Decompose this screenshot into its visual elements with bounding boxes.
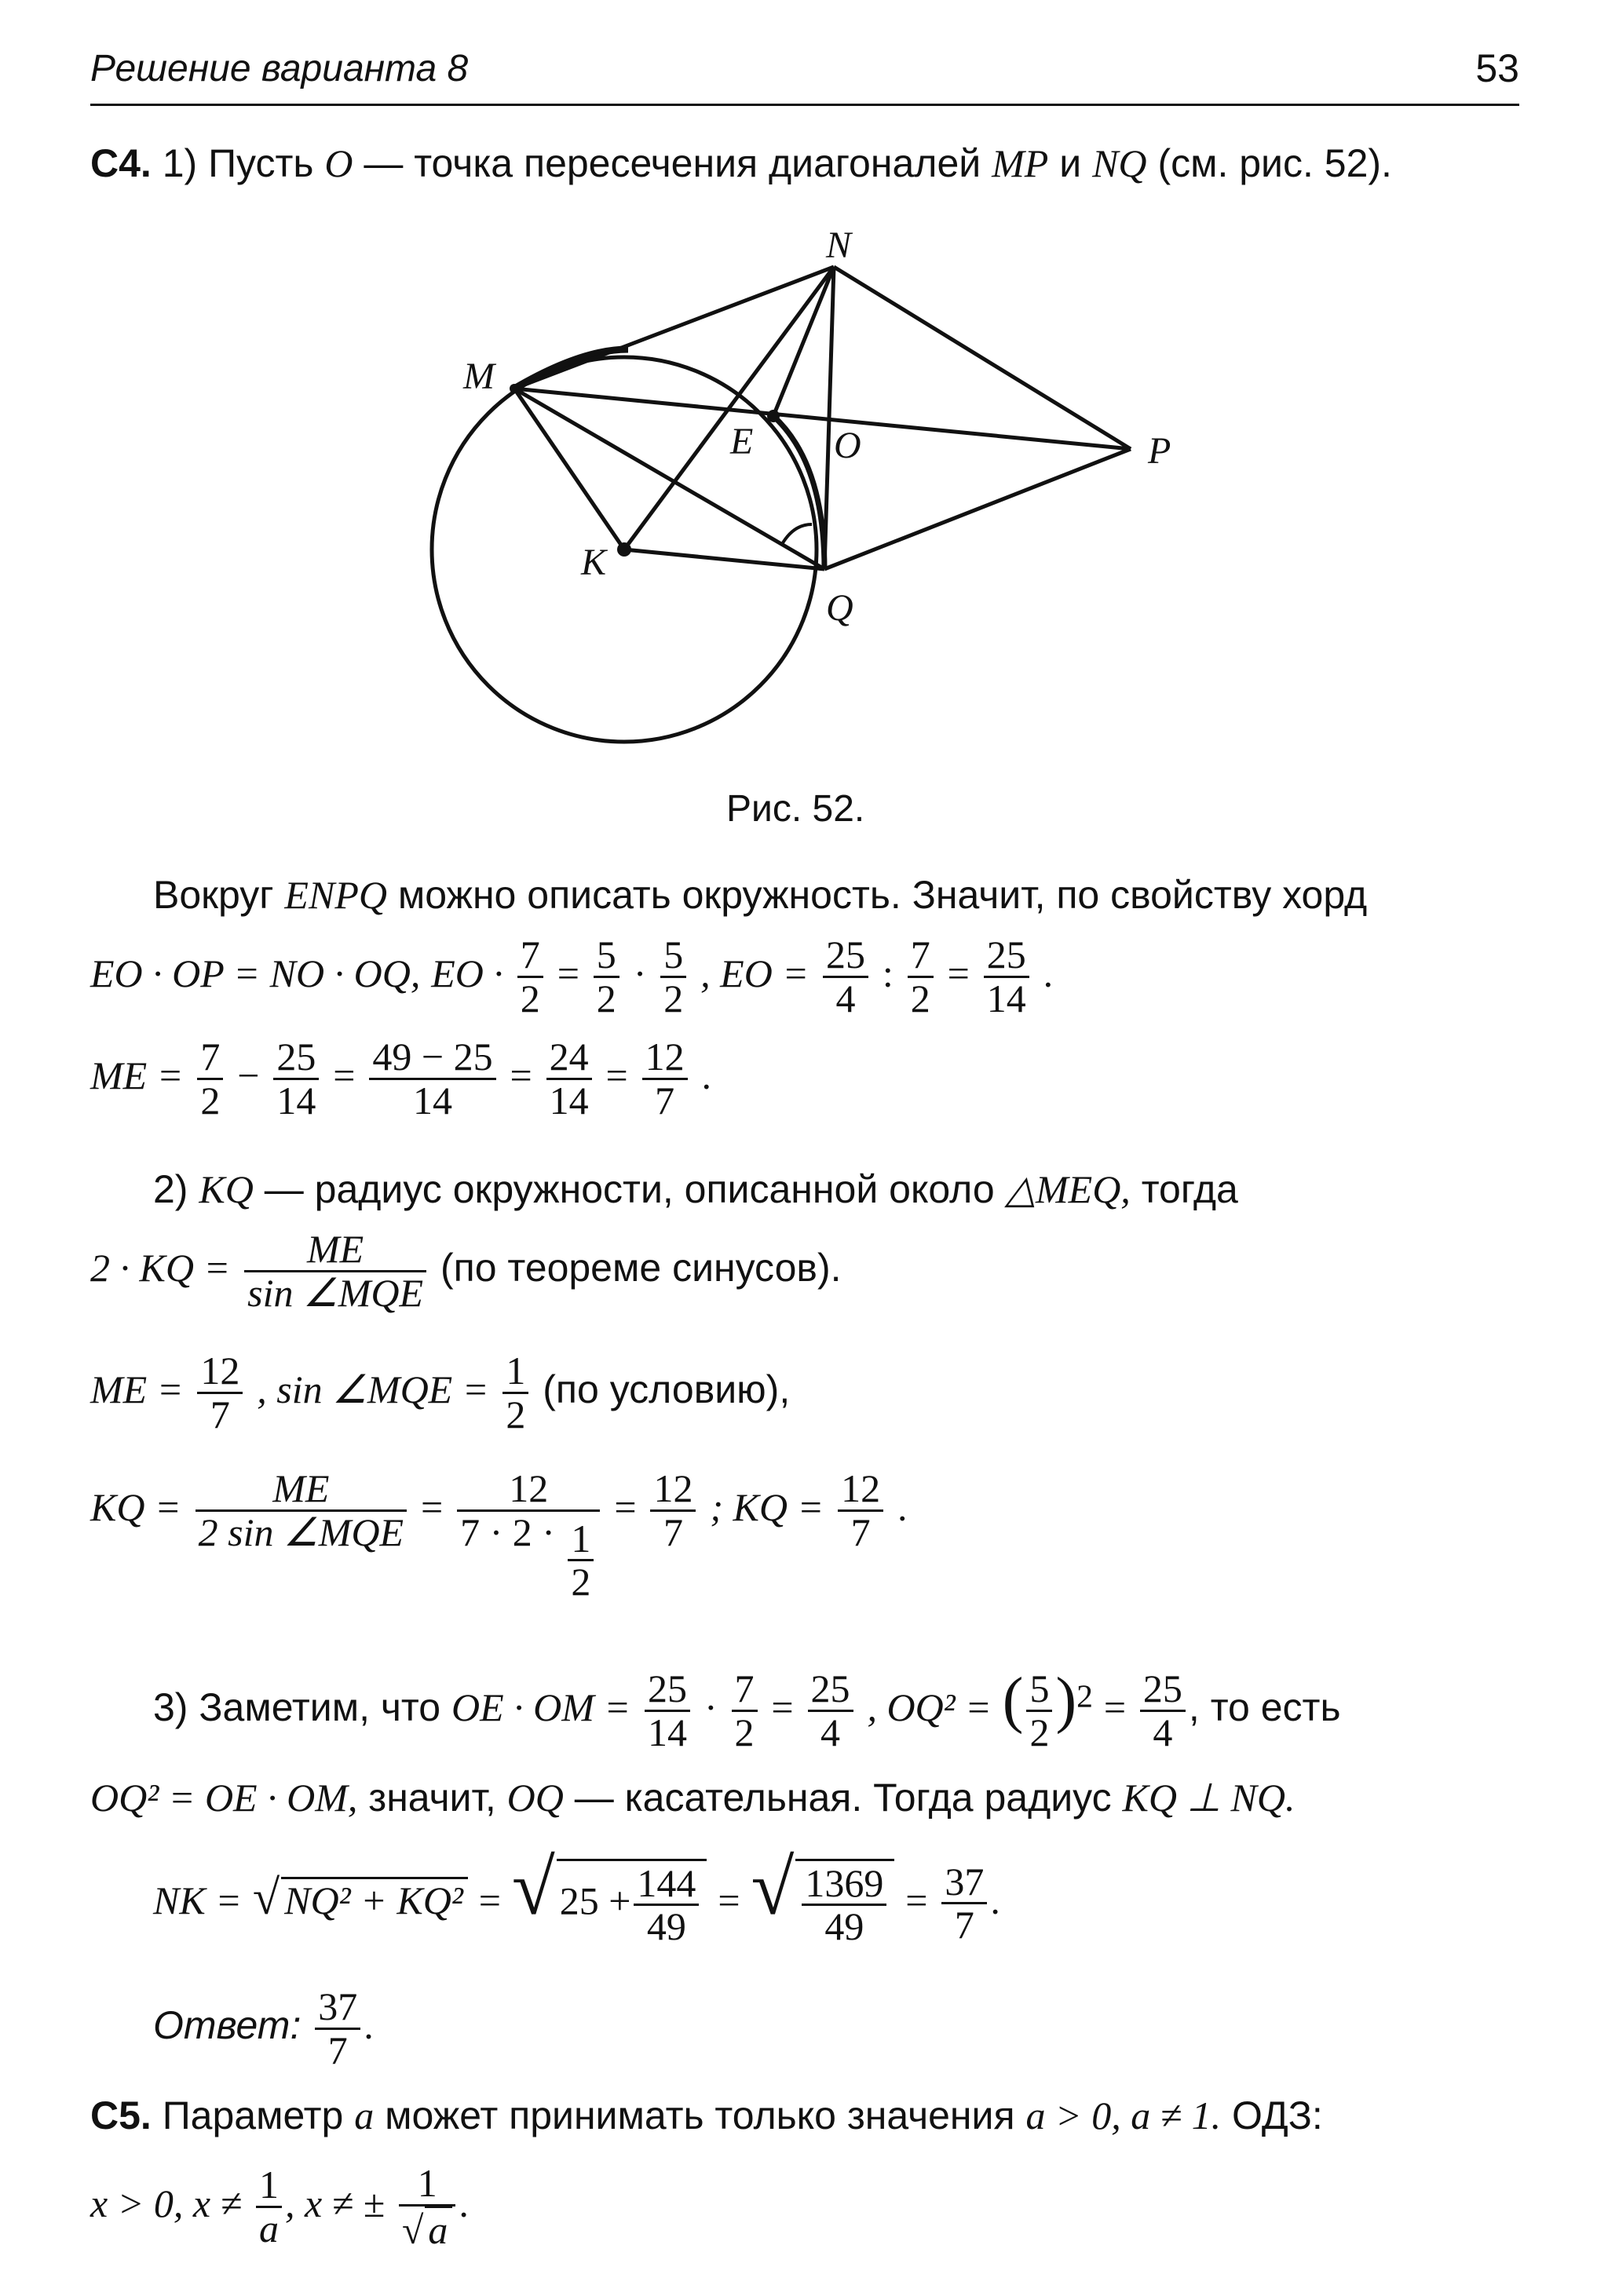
eq6-e2: = — [1103, 1685, 1127, 1730]
eq2-a: ME = — [90, 1053, 184, 1098]
c4-p1-c: можно описать окружность. Значит, по свойству хорд — [397, 873, 1368, 917]
label-n: N — [826, 224, 852, 266]
c4-intro-and: и — [1059, 141, 1082, 185]
segment-pq — [824, 449, 1131, 569]
radicand: $\frac{1369}{49}$ — [795, 1859, 894, 1947]
eq4-b: , sin ∠MQE = — [257, 1367, 489, 1412]
answer-label: Ответ: — [153, 2003, 302, 2048]
eq6-b: , OQ² = — [867, 1685, 992, 1730]
label-e: E — [730, 421, 754, 462]
eq5-b: ; KQ = — [710, 1485, 824, 1530]
eq1-a: EO · OP = NO · OQ, — [90, 951, 421, 996]
c4-p4-c: OQ — [506, 1776, 564, 1820]
point-k — [617, 542, 631, 557]
eq3-b: (по теореме синусов). — [440, 1246, 842, 1290]
fraction: $\frac{24}{14}$ — [546, 1036, 592, 1121]
eq5-e1: = — [421, 1485, 444, 1530]
segment-mn — [514, 267, 834, 389]
eq7-e2: = — [718, 1878, 740, 1922]
fraction: $\frac{ME}{\text{2 sin ∠MQE}}$ — [196, 1468, 407, 1553]
c5-condition: a > 0, a ≠ 1. — [1025, 2093, 1222, 2137]
fraction: $\frac{49 - 25}{14}$ — [369, 1036, 495, 1121]
eq2-minus: − — [237, 1053, 260, 1098]
c4-p3-a: 3) Заметим, что — [153, 1685, 441, 1730]
eq1-c: , EO = — [700, 951, 809, 996]
c5-text-a: Параметр — [162, 2093, 344, 2137]
c4-intro-mid: — точка пересечения диагоналей — [364, 141, 981, 185]
fraction: $\frac{5}{2}$ — [1026, 1668, 1052, 1753]
fraction: $\frac{37}{7}$ — [315, 1986, 360, 2071]
eq2-end: . — [701, 1053, 712, 1098]
eq7-a: NK = — [153, 1878, 242, 1922]
c4-p1 — [153, 873, 1368, 917]
geometry-figure — [0, 0, 1608, 785]
radicand: 25 + $\frac{144}{49}$ — [557, 1859, 707, 1947]
c5-line2-a: x > 0, x ≠ — [90, 2181, 243, 2226]
eq1-eq2: = — [947, 951, 970, 996]
equation-given — [90, 1350, 790, 1435]
c5-end: . — [459, 2181, 469, 2226]
c4-p4 — [90, 1776, 1296, 1820]
eq6-dot: · — [704, 1685, 718, 1730]
c5-odz: ОДЗ: — [1232, 2093, 1323, 2137]
fraction: $\frac{7}{2}$ — [197, 1036, 223, 1121]
c4-intro-ref: (см. рис. 52). — [1157, 141, 1392, 185]
c4-p2-e: тогда — [1141, 1167, 1238, 1211]
answer-end: . — [364, 2003, 374, 2048]
fraction: $\frac{1}{2}$ — [502, 1350, 528, 1435]
eq1-dot: · — [633, 951, 647, 996]
fraction: $\frac{25}{14}$ — [645, 1668, 690, 1753]
eq4-c: (по условию), — [543, 1367, 791, 1412]
eq5-a: KQ = — [90, 1485, 181, 1530]
c5-line2-b: , x ≠ ± — [284, 2181, 386, 2226]
eq4-a: ME = — [90, 1367, 184, 1412]
equation-nk: NK = √ NQ² + KQ² = √ 25 + $\frac{144}{49}$ = √ $\frac{1369}{49}$ = $\frac{37}{7}$ . — [153, 1844, 1000, 1949]
c5-line-1 — [90, 2093, 1323, 2137]
fraction: $\frac{12}{7}$ — [838, 1468, 883, 1553]
label-q: Q — [826, 587, 853, 629]
label-o: O — [834, 425, 861, 466]
fraction: $\frac{25}{14}$ — [273, 1036, 319, 1121]
label-m: M — [463, 356, 495, 397]
c4-p4-a: OQ² = OE · OM, — [90, 1776, 358, 1820]
point-e — [767, 410, 780, 422]
problem-label-c5: C5. — [90, 2093, 152, 2137]
c4-p4-d: — касательная. Тогда радиус — [574, 1776, 1112, 1820]
exponent: 2 — [1076, 1678, 1093, 1715]
eq2-e1: = — [333, 1053, 356, 1098]
triangle-meq: △MEQ, — [1005, 1167, 1131, 1211]
answer-line — [153, 1986, 374, 2071]
label-k: K — [581, 542, 607, 583]
c4-p4-b: значит, — [368, 1776, 496, 1820]
fraction: $\frac{1}{√ a}$ — [399, 2163, 455, 2250]
header-title: Решение варианта 8 — [90, 48, 469, 89]
problem-label-c4: C4. — [90, 141, 152, 185]
fraction: $\frac{7}{2}$ — [732, 1668, 758, 1753]
fraction: $\frac{1}{a}$ — [256, 2164, 282, 2249]
eq5-e2: = — [614, 1485, 637, 1530]
segment-np — [834, 267, 1131, 449]
equation-tangent-check: 3) Заметим, что OE · OM = $\frac{25}{14}$ · $\frac{7}{2}$ = $\frac{25}{4}$ , OQ² = ( $\frac{5}{2}$ )$^2$ = $\frac{25}{4}$ , то есть — [153, 1666, 1341, 1754]
fraction: $\frac{5}{2}$ — [594, 934, 619, 1019]
segment-kn — [624, 267, 834, 549]
fraction: $\frac{5}{2}$ — [660, 934, 686, 1019]
segment-mp — [514, 389, 1131, 449]
diagonal-nq: NQ — [1092, 141, 1147, 185]
figure-caption: Рис. 52. — [726, 788, 865, 830]
eq7-end: . — [990, 1878, 1000, 1922]
param-a: a — [354, 2093, 375, 2137]
c4-p2-c: — радиус окружности, описанной около — [264, 1167, 995, 1211]
c4-p4-e: KQ ⊥ NQ. — [1122, 1776, 1296, 1820]
segment-en — [773, 267, 834, 416]
equation-chords — [90, 934, 1053, 1019]
fraction: $\frac{ME}{\text{sin ∠MQE}}$ — [244, 1228, 426, 1313]
fraction: $\frac{12}{7}$ — [642, 1036, 688, 1121]
eq1-eq: = — [557, 951, 579, 996]
fraction: $\frac{7}{2}$ — [517, 934, 543, 1019]
equation-me — [90, 1036, 711, 1121]
fraction: $\frac{12}{7}$ — [197, 1350, 243, 1435]
eq7-e1: = — [478, 1878, 501, 1922]
fraction: $\frac{25}{14}$ — [984, 934, 1029, 1019]
segment-mk — [514, 389, 624, 549]
diagonal-mp: MP — [992, 141, 1049, 185]
angle-mark-q — [781, 524, 812, 546]
c4-p2-a: 2) — [153, 1167, 188, 1211]
eq5-end: . — [897, 1485, 908, 1530]
eq6-c: , то есть — [1188, 1685, 1341, 1730]
fraction: $\frac{25}{4}$ — [1140, 1668, 1186, 1753]
eq3-a: 2 · KQ = — [90, 1246, 231, 1290]
equation-sine-law — [90, 1228, 842, 1313]
c5-line-2 — [90, 2163, 469, 2250]
point-m — [510, 384, 519, 393]
eq2-e3: = — [605, 1053, 628, 1098]
equation-kq — [90, 1468, 908, 1603]
c4-p2 — [153, 1167, 1238, 1211]
c4-p1-a: Вокруг — [153, 873, 274, 917]
c4-intro-text: 1) Пусть — [162, 141, 314, 185]
fraction: $\frac{25}{4}$ — [823, 934, 868, 1019]
eq7-e3: = — [905, 1878, 928, 1922]
eq6-a: OE · OM = — [451, 1685, 631, 1730]
eq1-end: . — [1043, 951, 1054, 996]
fraction: $\frac{12}{7}$ — [650, 1468, 696, 1553]
eq1-colon: : — [882, 951, 894, 996]
c5-text-b: может принимать только значения — [385, 2093, 1015, 2137]
point-o: O — [324, 141, 353, 185]
label-p: P — [1148, 430, 1171, 472]
radicand: NQ² + KQ² — [281, 1877, 468, 1920]
segment-kq-text: KQ — [199, 1167, 254, 1211]
fraction: $\frac{7}{2}$ — [908, 934, 934, 1019]
fraction: $\frac{37}{7}$ — [941, 1861, 987, 1946]
eq6-e1: = — [771, 1685, 794, 1730]
quad-enpq: ENPQ — [284, 873, 387, 917]
fraction: 12 7 · 2 · $\frac{1}{2}$ — [457, 1468, 600, 1603]
page-number: 53 — [1475, 46, 1519, 90]
eq2-e2: = — [510, 1053, 532, 1098]
fraction: $\frac{25}{4}$ — [808, 1668, 853, 1753]
eq1-b: EO · — [431, 951, 503, 996]
